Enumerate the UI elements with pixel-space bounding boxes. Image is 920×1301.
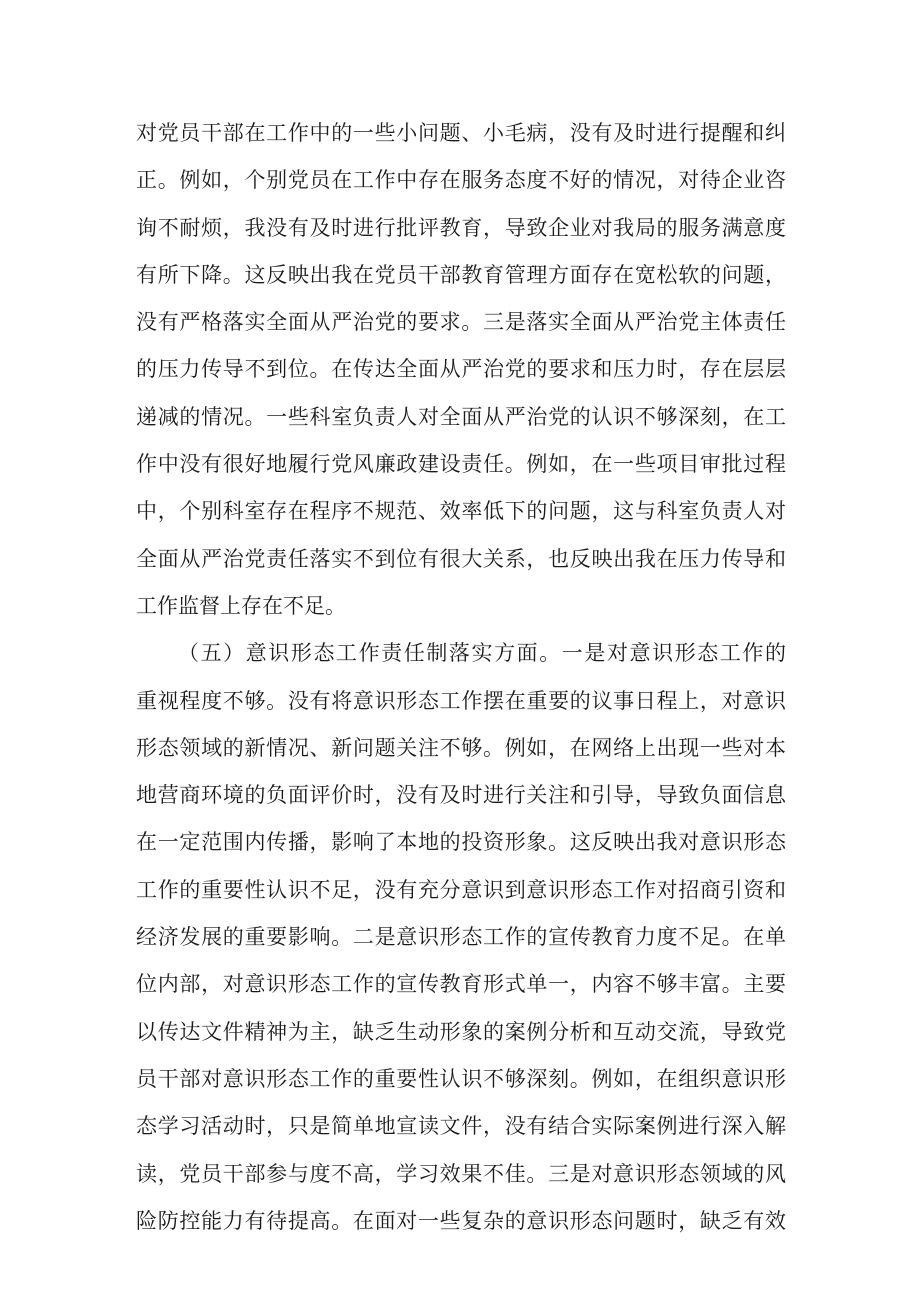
text-line: 读，党员干部参与度不高，学习效果不佳。三是对意识形态领域的风 bbox=[136, 1161, 786, 1186]
text-line: 有所下降。这反映出我在党员干部教育管理方面存在宽松软的问题， bbox=[136, 262, 786, 287]
text-line: 险防控能力有待提高。在面对一些复杂的意识形态问题时，缺乏有效 bbox=[136, 1208, 786, 1233]
text-line: 地营商环境的负面评价时，没有及时进行关注和引导，导致负面信息 bbox=[136, 783, 786, 808]
text-line: 形态领域的新情况、新问题关注不够。例如，在网络上出现一些对本 bbox=[136, 735, 786, 760]
text-line: 的压力传导不到位。在传达全面从严治党的要求和压力时，存在层层 bbox=[136, 357, 786, 382]
text-line: 全面从严治党责任落实不到位有很大关系，也反映出我在压力传导和 bbox=[136, 546, 786, 571]
text-line: 中，个别科室存在程序不规范、效率低下的问题，这与科室负责人对 bbox=[136, 499, 786, 524]
text-line: 工作的重要性认识不足，没有充分意识到意识形态工作对招商引资和 bbox=[136, 877, 786, 902]
section-heading-line: （五）意识形态工作责任制落实方面。一是对意识形态工作的 bbox=[178, 641, 786, 666]
text-line: 员干部对意识形态工作的重要性认识不够深刻。例如，在组织意识形 bbox=[136, 1066, 786, 1091]
text-line: 以传达文件精神为主，缺乏生动形象的案例分析和互动交流，导致党 bbox=[136, 1019, 786, 1044]
text-line: 对党员干部在工作中的一些小问题、小毛病，没有及时进行提醒和纠 bbox=[136, 121, 786, 145]
text-line: 正。例如，个别党员在工作中存在服务态度不好的情况，对待企业咨 bbox=[136, 168, 786, 193]
text-line: 经济发展的重要影响。二是意识形态工作的宣传教育力度不足。在单 bbox=[136, 925, 786, 950]
text-line: 作中没有很好地履行党风廉政建设责任。例如，在一些项目审批过程 bbox=[136, 452, 786, 477]
text-line: 没有严格落实全面从严治党的要求。三是落实全面从严治党主体责任 bbox=[136, 310, 786, 335]
text-line: 询不耐烦，我没有及时进行批评教育，导致企业对我局的服务满意度 bbox=[136, 215, 786, 240]
paragraph-end-line: 工作监督上存在不足。 bbox=[136, 593, 346, 618]
text-line: 态学习活动时，只是简单地宣读文件，没有结合实际案例进行深入解 bbox=[136, 1114, 786, 1139]
text-line: 重视程度不够。没有将意识形态工作摆在重要的议事日程上，对意识 bbox=[136, 688, 786, 713]
text-line: 递减的情况。一些科室负责人对全面从严治党的认识不够深刻，在工 bbox=[136, 404, 786, 429]
text-line: 位内部，对意识形态工作的宣传教育形式单一，内容不够丰富。主要 bbox=[136, 972, 786, 997]
document-body bbox=[136, 110, 786, 1245]
text-line: 在一定范围内传播，影响了本地的投资形象。这反映出我对意识形态 bbox=[136, 830, 786, 855]
